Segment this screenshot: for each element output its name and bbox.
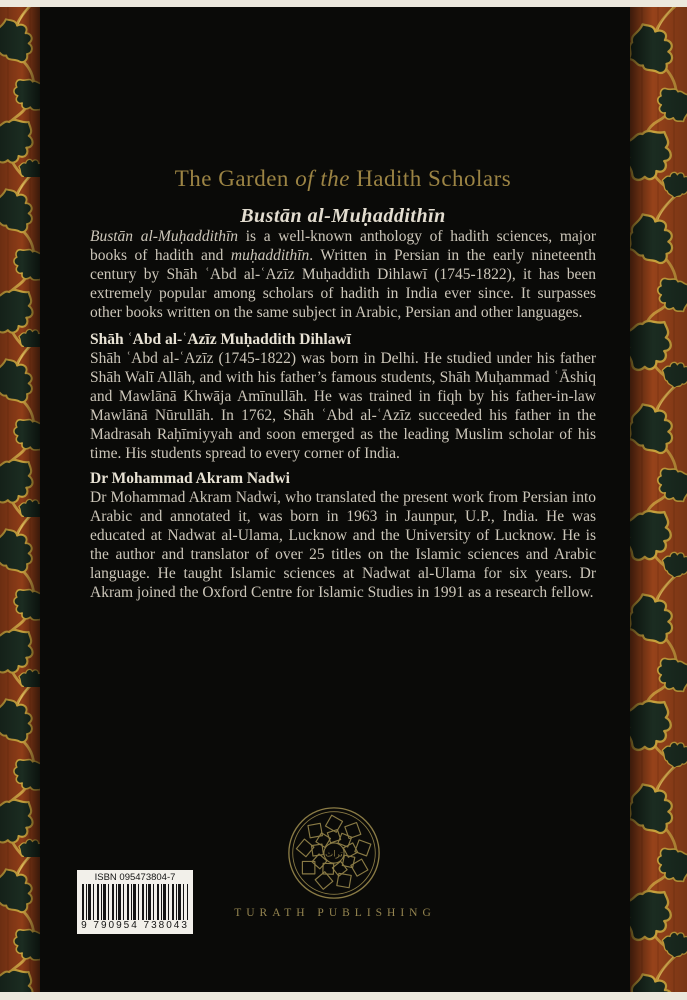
isbn-label: ISBN 095473804-7 bbox=[94, 872, 176, 883]
intro-paragraph: Bustān al-Muḥaddithīn is a well-known anthology of hadith sciences, major books of hadith and muḥaddithīn. Written in Persian in the early nineteenth century by Shāh ʿAbd al-ʿAzīz Muḥaddith Dihlawī (1745-1822), it has been extremely popular among scholars of hadith in India ever since. It surpasses other books written on the same subject in Arabic, Persian and other languages. bbox=[90, 228, 596, 321]
barcode bbox=[77, 870, 193, 934]
book-subtitle: Bustān al-Muḥaddithīn bbox=[240, 205, 446, 227]
page-edge-bottom bbox=[0, 992, 687, 1000]
section-body: Dr Mohammad Akram Nadwi, who translated the present work from Persian into Arabic and annotated it, was born in 1963 in Jaunpur, U.P., India. He was educated at Nadwat al-Ulama, Lucknow and the University of Lucknow. He is the author and translator of over 25 titles on the Islamic sciences and Arabic language. He taught Islamic sciences at Nadwat al-Ulama for six years. Dr Akram joined the Oxford Centre for Islamic Studies in 1991 as a research fellow. bbox=[90, 489, 596, 601]
title-part-1: The Garden bbox=[174, 166, 296, 191]
cover-text-block bbox=[90, 166, 596, 602]
logo-arabic-calligraphy: تراث bbox=[325, 848, 343, 859]
section-body: Shāh ʿAbd al-ʿAzīz (1745-1822) was born in Delhi. He studied under his father Shāh Walī Allāh, and with his father’s famous students, Shāh Muḥammad ʿĀshiq and Mawlānā Khwāja Amīnullāh. He was trained in fiqh by his father-in-law Mawlānā Nūrullāh. In 1762, Shāh ʿAbd al-ʿAzīz succeeded his father in the Madrasah Raḥīmiyyah and soon emerged as the leading Muslim scholar of his time. His students spread to every corner of India. bbox=[90, 350, 596, 462]
publisher-name: TURATH PUBLISHING bbox=[234, 907, 436, 919]
title-part-3: Hadith Scholars bbox=[349, 166, 512, 191]
section-heading: Dr Mohammad Akram Nadwi bbox=[90, 470, 290, 487]
page-edge-top bbox=[0, 0, 687, 7]
section-heading: Shāh ʿAbd al-ʿAzīz Muḥaddith Dihlawī bbox=[90, 331, 351, 348]
barcode-bars-icon bbox=[82, 884, 188, 920]
book-title bbox=[90, 166, 596, 192]
decorative-border-right-icon bbox=[630, 7, 687, 992]
title-part-italic: of the bbox=[295, 166, 350, 191]
decorative-border-left-icon bbox=[0, 7, 40, 992]
barcode-digits: 9 790954 738043 bbox=[81, 920, 189, 931]
turath-publishing-logo-icon bbox=[286, 805, 382, 901]
section-translator bbox=[90, 469, 596, 602]
section-author-original bbox=[90, 330, 596, 463]
